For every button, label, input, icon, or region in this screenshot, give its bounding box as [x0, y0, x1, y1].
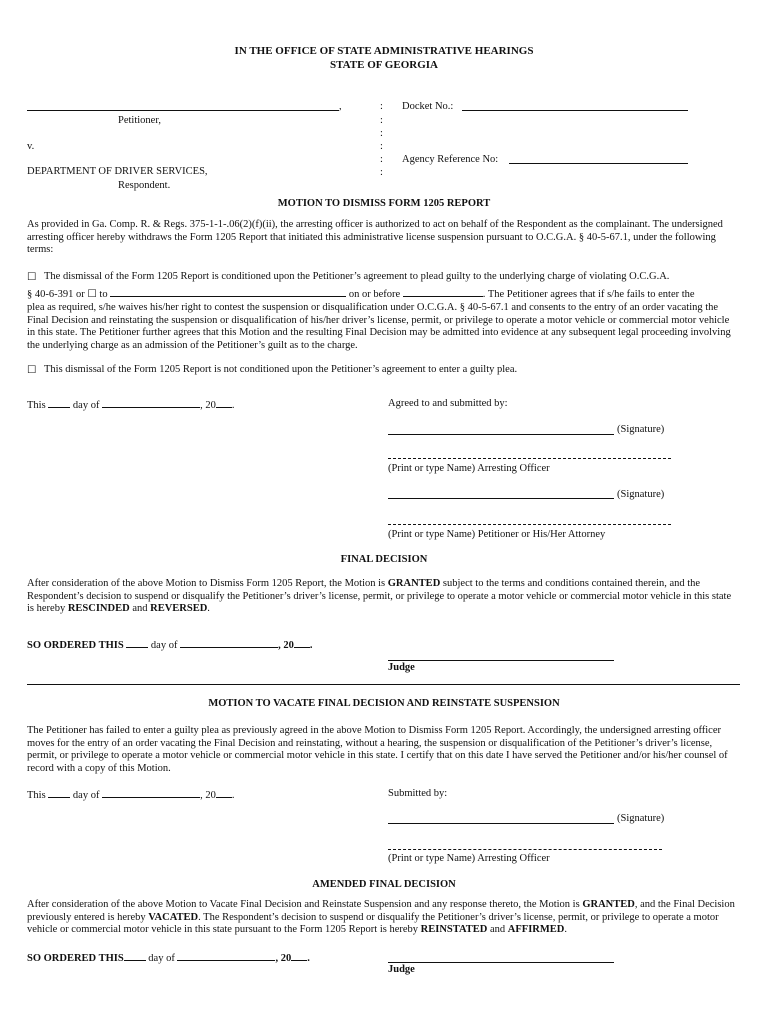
fd-text: subject to the terms and conditions contained therein, and the Respondent’s decision to suspend or disqualify the Petitioner’s driver’s license, permit, or privilege to operate a motor vehicle or commercial motor vehicle in this state is hereby: [27, 578, 732, 615]
judge-label: Judge: [388, 662, 415, 673]
fd-text: .: [207, 603, 210, 615]
affirmed-text: AFFIRMED: [507, 924, 565, 936]
day-of-text: day of: [72, 400, 100, 411]
plea-date-field[interactable]: [403, 287, 483, 297]
reinstated-text: REINSTATED: [420, 924, 488, 936]
docket-label: Docket No.:: [402, 101, 454, 112]
fd-so-ordered-line: [27, 638, 312, 651]
checkbox-not-conditioned[interactable]: ☐: [27, 365, 37, 376]
fail-text: . The Petitioner agrees that if s/he fails to enter the: [482, 289, 695, 300]
date-period: .: [231, 400, 235, 411]
day-of-text: day of: [148, 953, 175, 964]
dismiss-date-line: [27, 398, 234, 411]
granted-text: GRANTED: [387, 578, 441, 589]
year-field[interactable]: [291, 951, 307, 961]
vacate-officer-name-line[interactable]: [388, 849, 662, 850]
amended-decision-body: [27, 899, 740, 937]
state-title: STATE OF GEORGIA: [330, 59, 438, 71]
vacate-officer-name-caption: (Print or type Name) Arresting Officer: [388, 853, 550, 864]
day-field[interactable]: [124, 951, 146, 961]
motion-dismiss-intro: As provided in Ga. Comp. R. & Regs. 375-1-1-.06(2)(f)(ii), the arresting officer is authorized to act on behalf of the Respondent as the complainant. The undersigned arresting officer hereby withdraws the Form 1205 Report that initiated this administrative license suspension pursuant to O.C.G.A. § 40-5-67.1, under the following terms:: [27, 219, 723, 256]
so-ordered-text: SO ORDERED THIS: [27, 640, 124, 651]
afd-so-ordered-line: [27, 951, 310, 964]
charge-field[interactable]: [110, 287, 346, 297]
so-ordered-text: SO ORDERED THIS: [27, 953, 124, 964]
year-field[interactable]: [216, 788, 232, 798]
court-title: IN THE OFFICE OF STATE ADMINISTRATIVE HEARINGS: [234, 45, 534, 57]
statute-text: § 40-6-391 or: [27, 289, 85, 300]
signature-label: (Signature): [617, 813, 665, 824]
vacated-text: VACATED: [148, 911, 199, 923]
agency-ref-field[interactable]: [509, 163, 688, 164]
agreed-label: Agreed to and submitted by:: [388, 398, 508, 409]
judge-label: Judge: [388, 964, 415, 975]
day-field[interactable]: [126, 638, 148, 648]
year-prefix: , 20: [200, 400, 216, 411]
afd-text: .: [564, 924, 567, 936]
amended-judge-signature-line[interactable]: [388, 962, 614, 963]
signature-label: (Signature): [617, 424, 665, 435]
caption-colon: :: [380, 154, 383, 165]
checkbox-conditioned[interactable]: ☐: [27, 272, 37, 283]
fd-text: After consideration of the above Motion to Dismiss Form 1205 Report, the Motion is: [27, 578, 386, 589]
final-decision-body: [27, 578, 740, 616]
date-period: .: [309, 640, 313, 651]
fd-text: and: [132, 603, 148, 615]
this-text: This: [27, 790, 46, 801]
section-divider: [27, 684, 740, 685]
year-field[interactable]: [294, 638, 310, 648]
petitioner-name-line[interactable]: [27, 110, 339, 111]
signature-label: (Signature): [617, 489, 665, 500]
afd-text: and: [490, 924, 506, 936]
petitioner-label: Petitioner,: [118, 115, 162, 126]
officer-name-line[interactable]: [388, 458, 671, 459]
caption-colon: :: [380, 141, 383, 152]
option1-body: plea as required, s/he waives his/her right to contest the suspension or disqualification under O.C.G.A. § 40-5-67.1 and consents to the entry of an order vacating the Final Decision and reinstating the suspension or disqualification of his/her driver’s license, permit, or privilege to operate a motor vehicle or commercial motor vehicle in this state. The Petitioner further agrees that this Motion and the resulting Final Decision may be admitted into evidence at any subsequent legal proceeding involving the underlying charge as an admission of the Petitioner’s guilt as to the charge.: [27, 302, 731, 352]
year-field[interactable]: [216, 398, 232, 408]
vacate-date-line: [27, 788, 234, 801]
docket-field[interactable]: [462, 110, 688, 111]
petitioner-name-line[interactable]: [388, 524, 671, 525]
year-prefix: , 20: [200, 790, 216, 801]
month-field[interactable]: [180, 638, 278, 648]
day-field[interactable]: [48, 398, 70, 408]
submitted-label: Submitted by:: [388, 788, 448, 799]
motion-vacate-body: The Petitioner has failed to enter a guilty plea as previously agreed in the above Motion to Dismiss Form 1205 Report. Accordingly, the undersigned arresting officer moves for the entry of an order vacating the Final Decision and reinstating, without a hearing, the suspension or disqualification of the Petitioner’s driver’s license, permit, or privilege to operate a motor vehicle or commercial motor vehicle in this state. I certify that on this date I have served the Petitioner and/or his/her counsel of record with a copy of this Motion.: [27, 725, 728, 775]
afd-text: After consideration of the above Motion to Vacate Final Decision and Reinstate Suspension and any response thereto, the Motion is: [27, 899, 580, 910]
reversed-text: REVERSED: [150, 603, 208, 615]
year-prefix: , 20: [275, 953, 292, 964]
versus-label: v.: [27, 141, 35, 152]
afd-text: , and the Final Decision previously entered is hereby: [27, 899, 735, 923]
rescinded-text: RESCINDED: [67, 603, 130, 615]
day-of-text: day of: [150, 640, 178, 651]
caption-colon: :: [380, 167, 383, 178]
petitioner-signature-line[interactable]: [388, 498, 614, 499]
vacate-officer-signature-line[interactable]: [388, 823, 614, 824]
caption-colon: :: [380, 128, 383, 139]
amended-decision-title: AMENDED FINAL DECISION: [312, 879, 456, 890]
final-decision-title: FINAL DECISION: [340, 554, 428, 565]
caption-colon: :: [380, 101, 383, 112]
option1-line1: The dismissal of the Form 1205 Report is conditioned upon the Petitioner’s agreement to plead guilty to the underlying charge of violating O.C.G.A.: [44, 271, 670, 282]
agency-ref-label: Agency Reference No:: [402, 154, 499, 165]
option1-line2: [27, 287, 695, 300]
department-name: DEPARTMENT OF DRIVER SERVICES,: [27, 166, 208, 177]
caption-colon: :: [380, 115, 383, 126]
day-of-text: day of: [72, 790, 100, 801]
judge-signature-line[interactable]: [388, 660, 614, 661]
petitioner-comma: ,: [339, 101, 342, 112]
afd-text: . The Respondent’s decision to suspend or disqualify the Petitioner’s driver’s license, permit, or privilege to operate a motor vehicle or commercial motor vehicle in this state pursuant to the Form 1205 Report is hereby: [27, 911, 719, 936]
officer-signature-line[interactable]: [388, 434, 614, 435]
to-text: to: [99, 289, 108, 300]
option2-text: This dismissal of the Form 1205 Report is not conditioned upon the Petitioner’s agreement to enter a guilty plea.: [44, 364, 518, 375]
month-field[interactable]: [102, 788, 200, 798]
respondent-label: Respondent.: [118, 180, 171, 191]
this-text: This: [27, 400, 46, 411]
month-field[interactable]: [102, 398, 200, 408]
year-prefix: , 20: [278, 640, 294, 651]
petitioner-name-caption: (Print or type Name) Petitioner or His/Her Attorney: [388, 529, 606, 540]
motion-vacate-title: MOTION TO VACATE FINAL DECISION AND REINSTATE SUSPENSION: [208, 698, 560, 709]
motion-dismiss-title: MOTION TO DISMISS FORM 1205 REPORT: [277, 198, 491, 209]
checkbox-other-statute[interactable]: ☐: [87, 289, 97, 300]
officer-name-caption: (Print or type Name) Arresting Officer: [388, 463, 550, 474]
on-or-before-text: on or before: [348, 289, 401, 300]
date-period: .: [231, 790, 235, 801]
granted-text: GRANTED: [582, 899, 635, 910]
day-field[interactable]: [48, 788, 70, 798]
date-period: .: [307, 953, 310, 964]
month-field[interactable]: [177, 951, 275, 961]
